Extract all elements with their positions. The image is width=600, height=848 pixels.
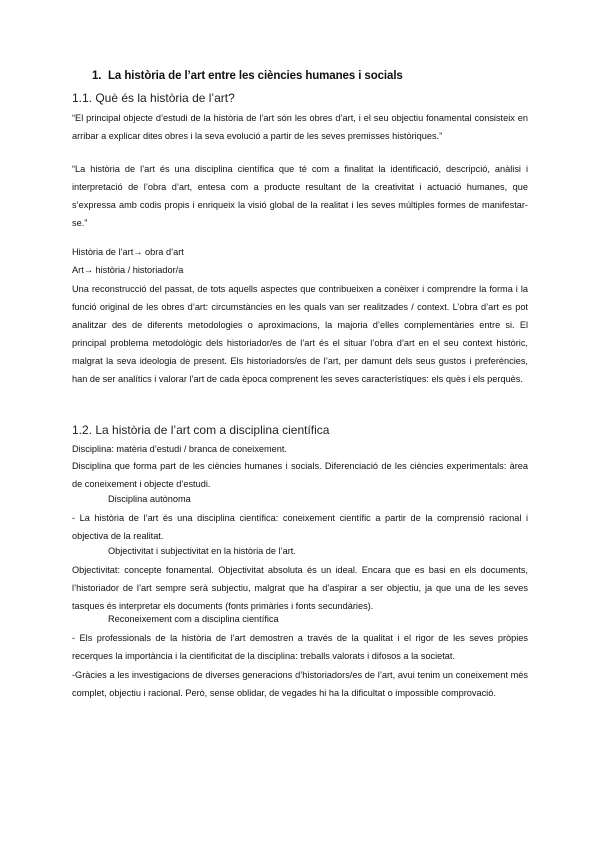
arrow-line-2: Art→ història / historiador/a xyxy=(72,265,184,275)
recognition-paragraph-2: -Gràcies a les investigacions de diverses generacions d’historiadors/es de l’art, avui tenim un coneixement més complet, objectiu i racional. Però, sense oblidar, de vegades hi ha la dificultat o impossible comprovació. xyxy=(72,670,528,698)
section-heading xyxy=(92,70,403,82)
autonomous-heading: Disciplina autònoma xyxy=(108,494,191,504)
subsection-1-2-title: 1.2. La història de l’art com a disciplina científica xyxy=(72,423,330,437)
objectivity-paragraph: Objectivitat: concepte fonamental. Objectivitat absoluta és un ideal. Encara que es basi en els documents, l’historiador de l’art sempre serà subjectiu, malgrat que ha d’aspirar a ser objectiu, ja que una de les seves tasques és interpretar els documents (fonts primàries i fonts secundàries). xyxy=(72,565,528,611)
autonomous-paragraph: - La història de l’art és una disciplina científica: coneixement científic a partir de la comprensió racional i objectiva de la realitat. xyxy=(72,513,528,541)
discipline-paragraph: Disciplina que forma part de les ciències humanes i socials. Diferenciació de les ciències experimentals: àrea de coneixement i objecte d’estudi. xyxy=(72,461,528,489)
recognition-paragraph-1: - Els professionals de la història de l’art demostren a través de la qualitat i el rigor de les seves pròpies recerques la importància i la cientificitat de la disciplina: treballs valorats i difosos a la societat. xyxy=(72,633,528,661)
paragraph-reconstruction: Una reconstrucció del passat, de tots aquells aspectes que contribueixen a conèixer i comprendre la forma i la funció original de les obres d’art: circumstàncies en les quals van ser realitzades / context. L’obra d’art es pot analitzar des de diferents metodologies o aproximacions, la majoria d’elles complementàries entre si. El principal problema metodològic dels historiador/es de l’art és el situar l’obra d’art en el seu context històric, malgrat la seva ideologia de present. Els historiadors/es de l’art, per damunt dels seus gustos i preferències, han de ser analítics i valorar l’art de cada època comprenent les seves característiques: els quès i els perquès. xyxy=(72,284,528,384)
subsection-1-1-title: 1.1. Què és la història de l’art? xyxy=(72,91,235,105)
recognition-heading: Reconeixement com a disciplina científica xyxy=(108,614,279,624)
objectivity-heading: Objectivitat i subjectivitat en la història de l’art. xyxy=(108,546,296,556)
quote-2: “La història de l’art és una disciplina científica que té com a finalitat la identificació, descripció, anàlisi i interpretació de l’obra d’art, entesa com a producte resultant de la creativitat i actuació humanes, que s’expressa amb codis propis i enriqueix la visió global de la realitat i les seves múltiples formes de manifestar-se.” xyxy=(72,164,528,228)
section-number: 1. xyxy=(92,70,102,82)
section-title: La història de l’art entre les ciències humanes i socials xyxy=(108,70,403,82)
discipline-definition: Disciplina: matèria d’estudi / branca de coneixement. xyxy=(72,444,287,454)
arrow-line-1: Història de l’art→ obra d’art xyxy=(72,247,184,257)
quote-1: “El principal objecte d’estudi de la història de l’art són les obres d’art, i el seu objectiu fonamental consisteix en arribar a explicar dites obres i la seva evolució a partir de les seves premisses històriques.” xyxy=(72,113,528,141)
